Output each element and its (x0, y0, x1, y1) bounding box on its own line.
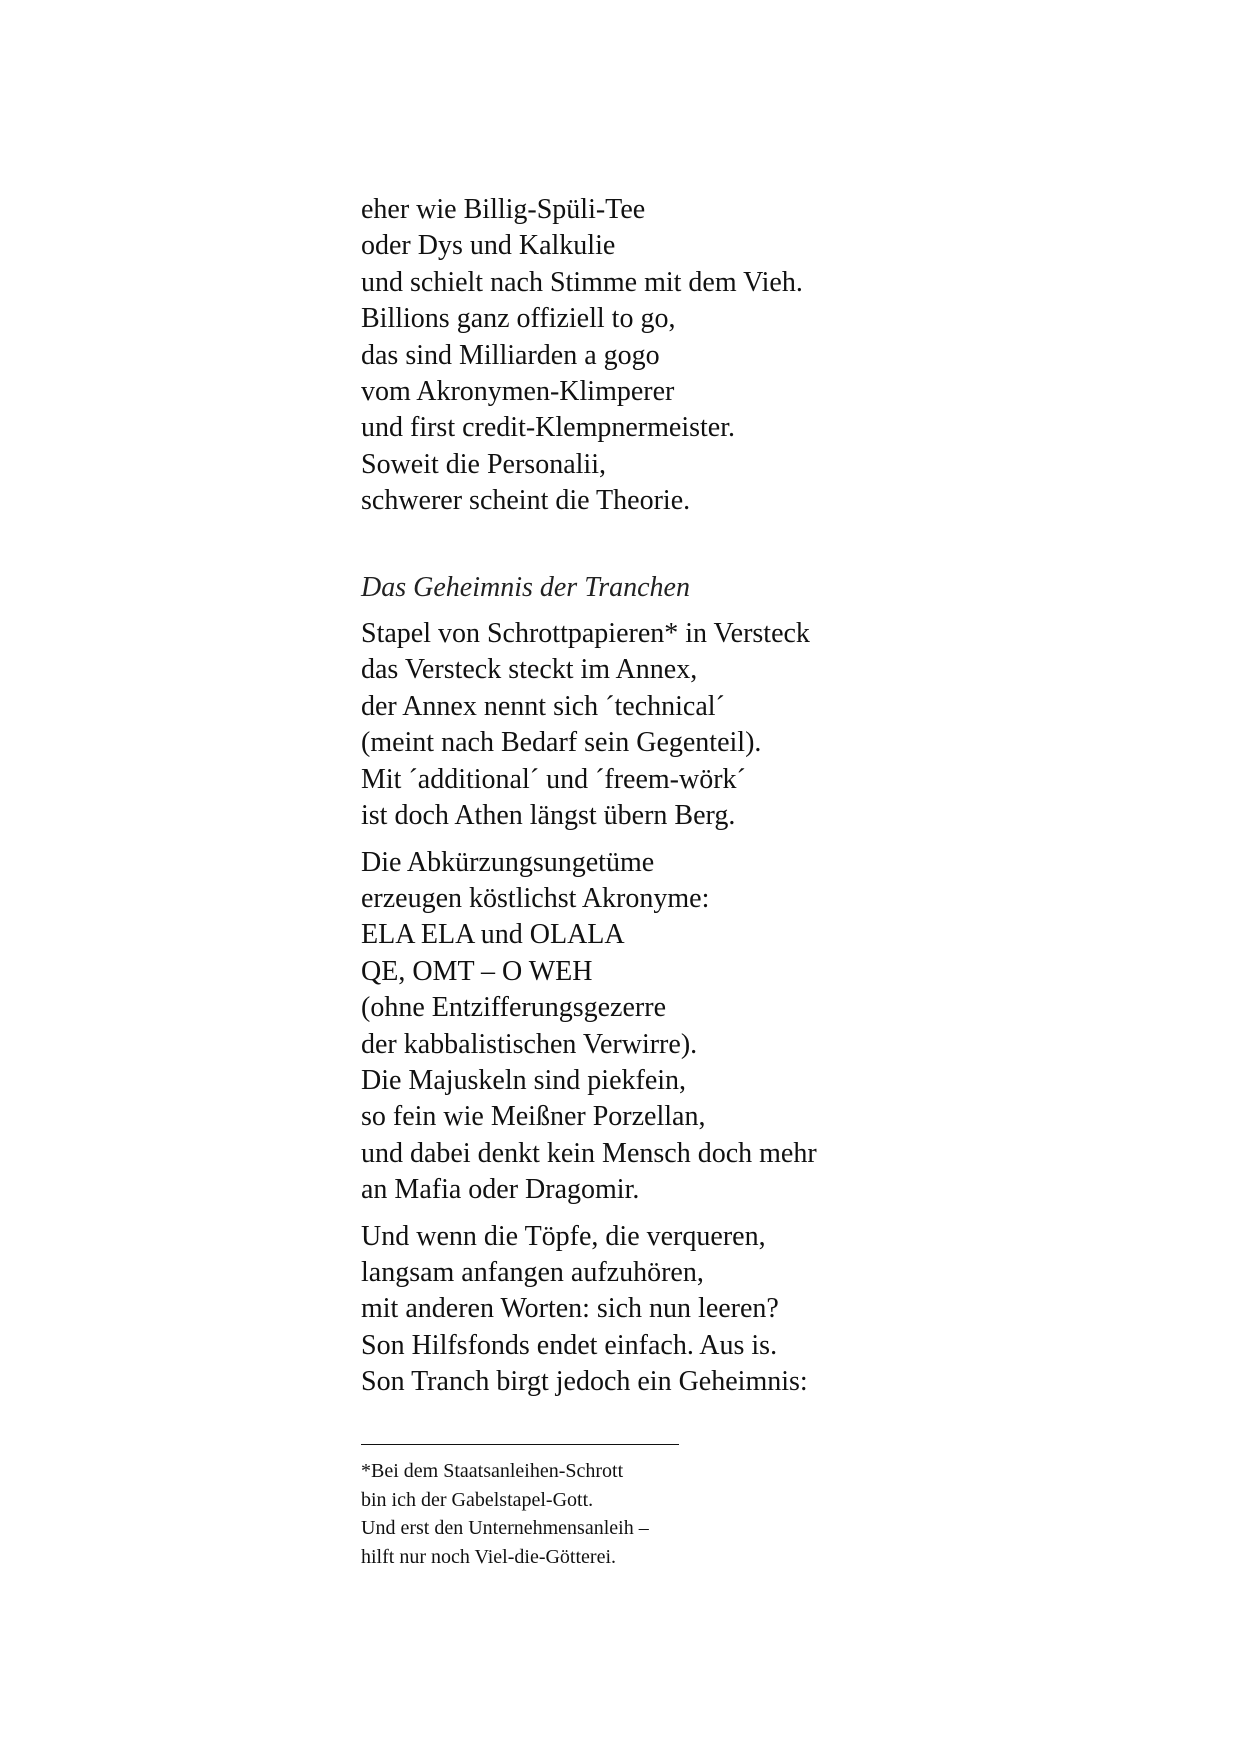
verse-line: das sind Milliarden a gogo (361, 339, 660, 371)
verse-line: und dabei denkt kein Mensch doch mehr (361, 1137, 817, 1169)
verse-line: langsam anfangen aufzuhören, (361, 1256, 704, 1288)
verse-line: so fein wie Meißner Porzellan, (361, 1101, 706, 1133)
verse-line: ELA ELA und OLALA (361, 919, 625, 951)
verse-line: Stapel von Schrottpapieren* in Versteck (361, 618, 810, 650)
stanza-4 (361, 1219, 1061, 1401)
verse-line: Die Majuskeln sind piekfein, (361, 1064, 687, 1096)
verse-line: Die Abkürzungsungetüme (361, 846, 655, 878)
verse-line: oder Dys und Kalkulie (361, 230, 616, 262)
footnote-divider (361, 1444, 679, 1445)
verse-line: mit anderen Worten: sich nun leeren? (361, 1293, 779, 1325)
verse-line: Son Tranch birgt jedoch ein Geheimnis: (361, 1366, 808, 1398)
verse-line: der Annex nennt sich ´technical´ (361, 690, 725, 722)
footnote-line: Und erst den Unternehmensanleih – (361, 1517, 649, 1539)
verse-line: das Versteck steckt im Annex, (361, 654, 698, 686)
verse-line: QE, OMT – O WEH (361, 955, 593, 987)
stanza-1 (361, 192, 1061, 520)
verse-line: an Mafia oder Dragomir. (361, 1174, 640, 1206)
verse-line: Und wenn die Töpfe, die verqueren, (361, 1220, 766, 1252)
footnote-line: *Bei dem Staatsanleihen-Schrott (361, 1460, 624, 1482)
verse-line: vom Akronymen-Klimperer (361, 376, 675, 408)
section-title: Das Geheimnis der Tranchen (361, 571, 690, 603)
verse-line: Son Hilfsfonds endet einfach. Aus is. (361, 1329, 778, 1361)
verse-line: und first credit-Klempnermeister. (361, 412, 735, 444)
verse-line: erzeugen köstlichst Akronyme: (361, 882, 710, 914)
stanza-3 (361, 845, 1061, 1209)
verse-line: und schielt nach Stimme mit dem Vieh. (361, 266, 803, 298)
footnote-line: bin ich der Gabelstapel-Gott. (361, 1488, 594, 1511)
verse-line: (meint nach Bedarf sein Gegenteil). (361, 727, 762, 759)
verse-line: (ohne Entzifferungsgezerre (361, 992, 666, 1024)
verse-line: Mit ´additional´ und ´freem-wörk´ (361, 763, 746, 795)
verse-line: Soweit die Personalii, (361, 448, 606, 480)
footnote-line: hilft nur noch Viel-die-Götterei. (361, 1545, 617, 1568)
verse-line: Billions ganz offiziell to go, (361, 303, 676, 335)
verse-line: eher wie Billig-Spüli-Tee (361, 194, 646, 225)
verse-line: der kabbalistischen Verwirre). (361, 1028, 698, 1060)
stanza-2 (361, 616, 1061, 834)
footnote (361, 1457, 861, 1571)
verse-line: schwerer scheint die Theorie. (361, 485, 691, 517)
verse-line: ist doch Athen längst übern Berg. (361, 800, 736, 832)
poem-column (361, 192, 1061, 1401)
